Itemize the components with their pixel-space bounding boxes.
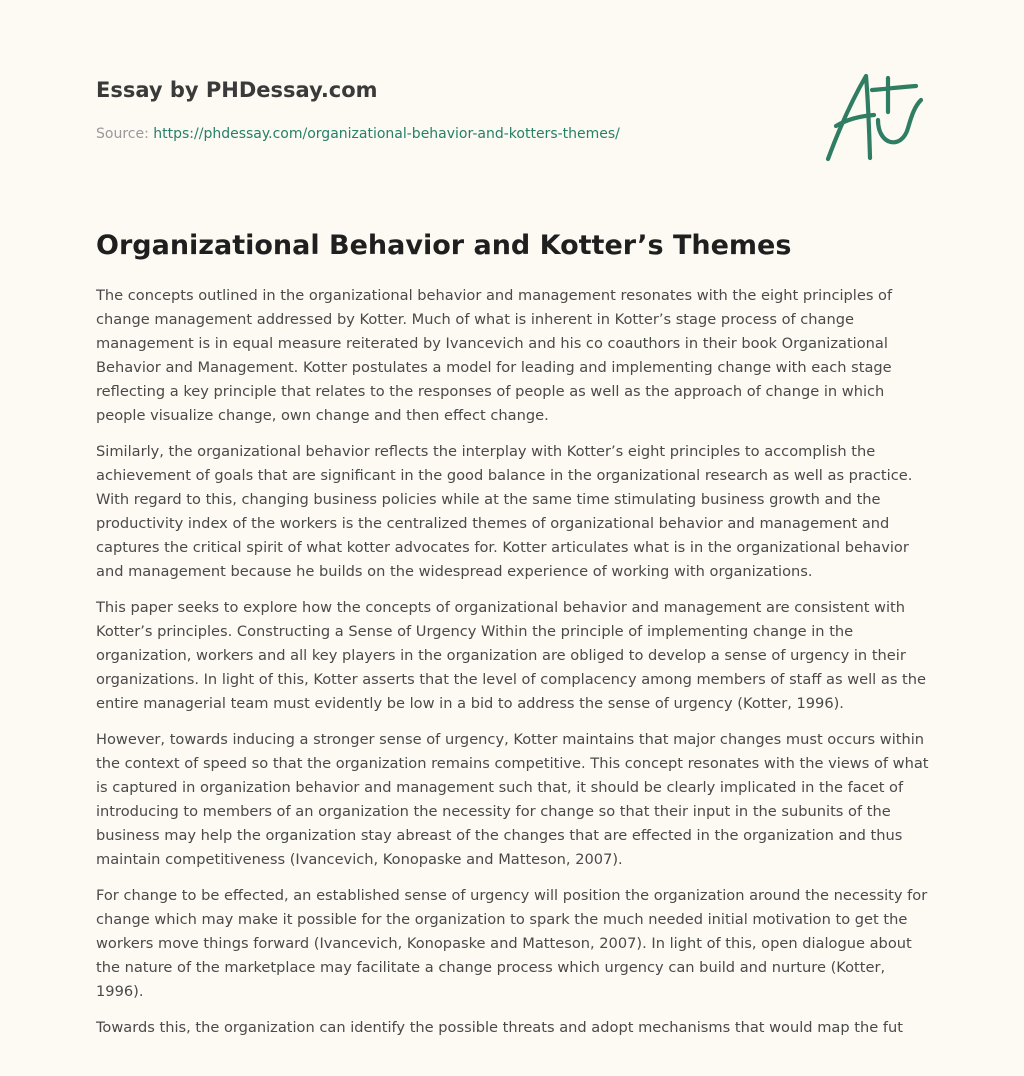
essay-title: Organizational Behavior and Kotter’s Themes	[96, 230, 792, 261]
essay-paragraph: Towards this, the organization can identify the possible threats and adopt mechanisms that would map the fut	[96, 1019, 903, 1036]
essay-paragraph: Similarly, the organizational behavior reflects the interplay with Kotter’s eight principles to accomplish the achievement of goals that are significant in the good balance in the organizational research as well as practice. With regard to this, changing business policies while at the same time stimulating business growth and the productivity index of the workers is the centralized themes of organizational behavior and management and captures the critical spirit of what kotter advocates for. Kotter articulates what is in the organizational behavior and management because he builds on the widespread experience of working with organizations.	[96, 443, 913, 580]
source-link[interactable]: https://phdessay.com/organizational-behavior-and-kotters-themes/	[153, 126, 620, 142]
essay-paragraph: The concepts outlined in the organizational behavior and management resonates with the eight principles of change management addressed by Kotter. Much of what is inherent in Kotter’s stage process of change management is in equal measure reiterated by Ivancevich and his co coauthors in their book Organizational Behavior and Management. Kotter postulates a model for leading and implementing change with each stage reflecting a key principle that relates to the responses of people as well as the approach of change in which people visualize change, own change and then effect change.	[96, 287, 893, 424]
site-title: Essay by PHDessay.com	[96, 78, 378, 102]
a-plus-logo-svg	[822, 66, 926, 166]
essay-paragraph: However, towards inducing a stronger sense of urgency, Kotter maintains that major changes must occurs within the context of speed so that the organization remains competitive. This concept resonates with the views of what is captured in organization behavior and management such that, it should be clearly implicated in the facet of introducing to members of an organization the necessity for change so that their input in the subunits of the business may help the organization stay abreast of the changes that are effected in the organization and thus maintain competitiveness (Ivancevich, Konopaske and Matteson, 2007).	[96, 731, 929, 868]
check-swoosh	[878, 100, 921, 142]
source-label: Source:	[96, 126, 149, 142]
essay-paragraph: This paper seeks to explore how the concepts of organizational behavior and management are consistent with Kotter’s principles. Constructing a Sense of Urgency Within the principle of implementing change in the organization, workers and all key players in the organization are obliged to develop a sense of urgency in their organizations. In light of this, Kotter asserts that the level of complacency among members of staff as well as the entire managerial team must evidently be low in a bid to address the sense of urgency (Kotter, 1996).	[96, 599, 927, 712]
a-plus-grade-logo-icon	[822, 66, 926, 166]
essay-paragraph: For change to be effected, an established sense of urgency will position the organization around the necessity for change which may make it possible for the organization to spark the much needed initial motivation to get the workers move things forward (Ivancevich, Konopaske and Matteson, 2007). In light of this, open dialogue about the nature of the marketplace may facilitate a change process which urgency can build and nurture (Kotter, 1996).	[96, 887, 928, 1000]
plus-horizontal	[872, 86, 916, 90]
document-header	[96, 74, 796, 145]
essay-body	[96, 284, 932, 1052]
source-line	[96, 123, 796, 145]
